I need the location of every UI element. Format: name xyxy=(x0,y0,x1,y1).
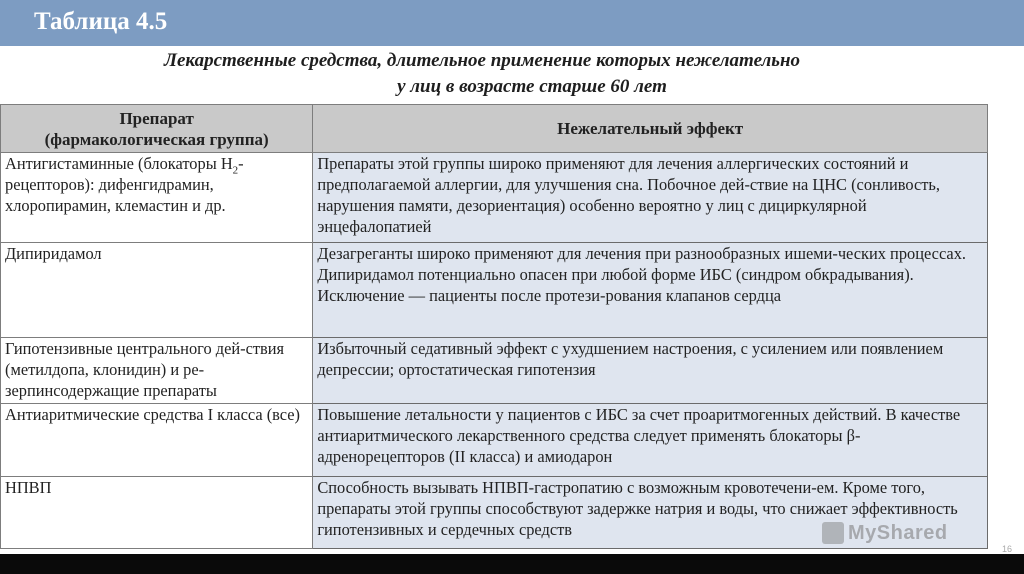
drug-cell: Антиаритмические средства I класса (все) xyxy=(1,404,313,477)
watermark-logo-icon xyxy=(822,522,844,544)
table-row xyxy=(1,153,988,243)
drug-subscript: 2 xyxy=(232,164,239,177)
drug-cell xyxy=(1,153,313,243)
table-row xyxy=(1,338,988,404)
header-drug-line1: Препарат xyxy=(119,108,194,128)
table-caption-line1: Лекарственные средства, длительное применение которых нежелательно xyxy=(163,50,801,71)
drug-cell: НПВП xyxy=(1,477,313,549)
drug-table xyxy=(0,104,988,549)
page-number: 16 xyxy=(1002,544,1013,554)
effect-cell: Избыточный седативный эффект с ухудшением настроения, с усилением или появлением депрессии; ортостатическая гипотензия xyxy=(313,338,988,404)
effect-cell: Дезагреганты широко применяют для лечения при разнообразных ишеми-ческих процессах. Дипиридамол потенциально опасен при любой форме ИБС (синдром обкрадывания). Исключение — пациенты после протези-рования клапанов сердца xyxy=(313,243,988,338)
header-drug-line2: (фармакологическая группа) xyxy=(44,129,269,149)
drug-cell: Гипотензивные центрального дей-ствия (метилдопа, клонидин) и ре-зерпинсодержащие препараты xyxy=(1,338,313,404)
bottom-black-strip xyxy=(0,554,1024,574)
drug-text: хлоропирамин, клемастин и др. xyxy=(5,196,226,215)
table-row xyxy=(1,404,988,477)
table-header-row xyxy=(1,105,988,153)
effect-cell: Способность вызывать НПВП-гастропатию с возможным кровотечени-ем. Кроме того, препараты этой группы способствуют задержке натрия и воды, что снижает эффективность гипотензивных и сердечных средств xyxy=(313,477,988,549)
watermark: MyShared xyxy=(848,522,948,544)
effect-cell: Препараты этой группы широко применяют для лечения аллергических состояний и предполагаемой аллергии, для улучшения сна. Побочное дей-ствие на ЦНС (сонливость, нарушения памяти, дезориентация) особенно вероятно у лиц с дициркулярной энцефалопатией xyxy=(313,153,988,243)
slide-title: Таблица 4.5 xyxy=(34,8,168,35)
drug-text: -рецепторов): дифенгидрамин, xyxy=(5,154,244,194)
table-row xyxy=(1,243,988,338)
header-effect: Нежелательный эффект xyxy=(313,105,988,153)
title-bar xyxy=(0,0,1024,46)
effect-cell: Повышение летальности у пациентов с ИБС за счет проаритмогенных действий. В качестве антиаритмического лекарственного средства следует применять блокаторы β-адренорецепторов (II класса) и амиодарон xyxy=(313,404,988,477)
table-caption-line2: у лиц в возрасте старше 60 лет xyxy=(397,76,667,97)
drug-text: Антигистаминные (блокаторы xyxy=(5,154,217,173)
header-drug xyxy=(1,105,313,153)
drug-cell: Дипиридамол xyxy=(1,243,313,338)
drug-text: H xyxy=(220,154,233,173)
